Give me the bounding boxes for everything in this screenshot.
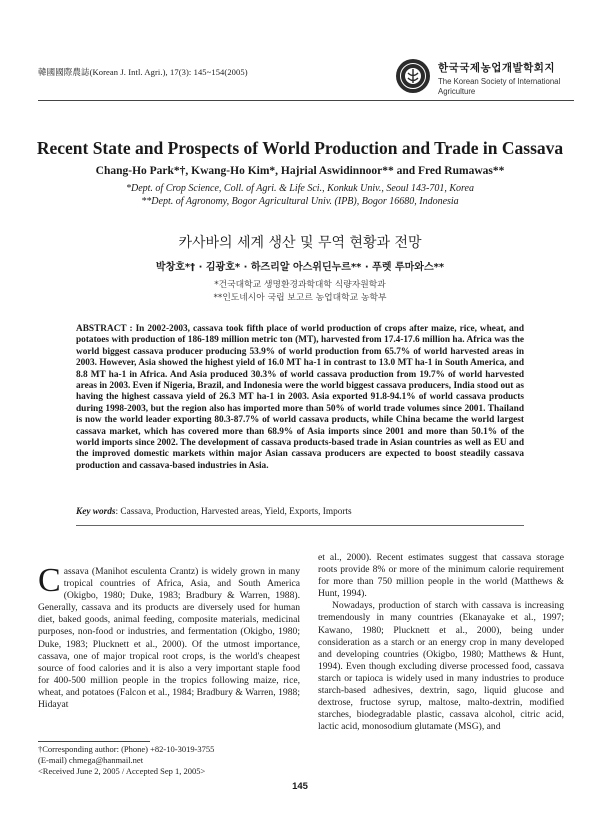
abstract-label: ABSTRACT : [76,324,136,334]
society-logo-icon [395,58,431,94]
body-left-column [38,562,300,711]
drop-cap: C [38,562,61,599]
paper-title: Recent State and Prospects of World Production and Trade in Cassava [36,138,564,158]
affiliation-2: **Dept. of Agronomy, Bogor Agricultural Univ. (IPB), Bogor 16680, Indonesia [141,196,459,207]
footnote-dates: <Received June 2, 2005 / Accepted Sep 1, 2005> [38,766,206,776]
author-list: Chang-Ho Park*†, Kwang-Ho Kim*, Hajrial Aswidinnoor** and Fred Rumawas** [95,165,505,177]
affiliation-1: *Dept. of Crop Science, Coll. of Agri. & Life Sci., Konkuk Univ., Seoul 143-701, Korea [125,183,474,194]
abstract [76,324,524,472]
society-name-english-2: Agriculture [438,87,476,96]
journal-reference: 韓國國際農誌(Korean J. Intl. Agri.), 17(3): 145~154(2005) [38,67,248,77]
body-paragraph-2: Nowadays, production of starch with cassava is increasing tremendously in many countries (Ekanayake et al., 1997; Kawano, 1980; Plucknett et al., 2000), being under consideration as a starch or an energy crop in many developed and developing countries (Okigbo, 1980; Matthews & Hunt, 1994). Even though excluding diverse processed food, cassava starch or tapioca is widely used in many industries to produce starch-based adhesives, dextrin, sago, liquid glucose and dextrose, fructose syrup, maltose, malto-dextrin, modified starches, biodegradable plastic, cassava alcohol, citric acid, lactic acid, monosodium glutamate (MSG), and [318,600,564,733]
body-paragraph-1-cont: et al., 2000). Recent estimates suggest that cassava storage roots provide 8% or more of the minimum calorie requirement for more than 750 million people in the world (Matthews & Hunt, 1994). [318,552,564,600]
footnote [38,744,308,777]
society-name [438,60,578,97]
footnote-corresponding: †Corresponding author: (Phone) +82-10-3019-3755 [38,744,215,754]
korean-affiliation-2: **인도네시아 국립 보고르 농업대학교 농학부 [213,293,387,303]
keywords [76,507,524,517]
society-name-english-1: The Korean Society of International [438,77,561,86]
page-number: 145 [292,781,308,792]
body-paragraph-1-text: assava (Manihot esculenta Crantz) is widely grown in many tropical countries of Africa, Asia, and South America (Okigbo, 1980; Duke, 1983; Bradbury & Warren, 1988). Generally, cassava and its products are diversely used for human diet, baked goods, animal feeding, composite materials, medicinal purposes, non-food or industries, and fermentation (Okigbo, 1980; Duke, 1983; Plucknett et al., 2000). Of the utmost importance, cassava, one of major tropical root crops, is the world's cheapest source of food calories and it is also a very important staple food for 400-500 million people in the tropics following maize, rice, wheat, and potatoes (Falcon et al., 1984; Bradbury & Warren, 1988; Hidayat [38,566,300,711]
footnote-divider [38,741,150,742]
keywords-label: Key words [76,507,116,517]
keywords-divider [76,525,524,526]
header-divider [38,100,574,101]
footnote-email: (E-mail) chmega@hanmail.net [38,755,144,765]
abstract-text: In 2002-2003, cassava took fifth place of world production of crops after maize, rice, wheat, and potatoes with production of 186-189 million metric ton (MT), harvested from 17.4-17.6 million ha. Africa was the world biggest cassava producer producing 53.9% of world production from 65.7% of world harvested areas in 2003. However, Asia showed the highest yield of 16.0 MT ha-1 in contrast to 13.0 MT ha-1 in South America, and 8.8 MT ha-1 in Africa. And Asia produced 30.3% of world cassava production from 19.7% of world harvested areas in 2003. Even if Nigeria, Brazil, and Indonesia were the world biggest cassava producers, India stood out as having the highest cassava yield of 26.3 MT ha-1 in 2003. Asia exported 91.8-94.1% of world cassava products during 1998-2003, but the region also has imported more than 50% of world trade volumes since 2001. Thailand is now the world leader exporting 80.3-87.7% of world cassava products, while China became the world largest cassava market, which has covered more than 68.9% of Asia imports since 2001 and more than 50.1% of the world imports since 2002. The development of cassava products-based trade in Asian countries as well as EU and the improved domestic markets within major Asian cassava producers are expected to boost steadily cassava production and cassava-based industries in Asia. [76,324,524,471]
body-paragraph-1 [38,562,300,711]
korean-title: 카사바의 세계 생산 및 무역 현황과 전망 [178,235,422,251]
society-name-korean: 한국국제농업개발학회지 [438,62,556,74]
keywords-text: : Cassava, Production, Harvested areas, Yield, Exports, Imports [115,507,352,517]
korean-author-list: 박창호*† · 김광호* · 하즈리알 아스위딘누르** · 푸렛 루마와스** [155,262,445,273]
korean-affiliation-1: *건국대학교 생명환경과학대학 식량자원학과 [214,280,386,290]
body-right-column [318,552,564,733]
